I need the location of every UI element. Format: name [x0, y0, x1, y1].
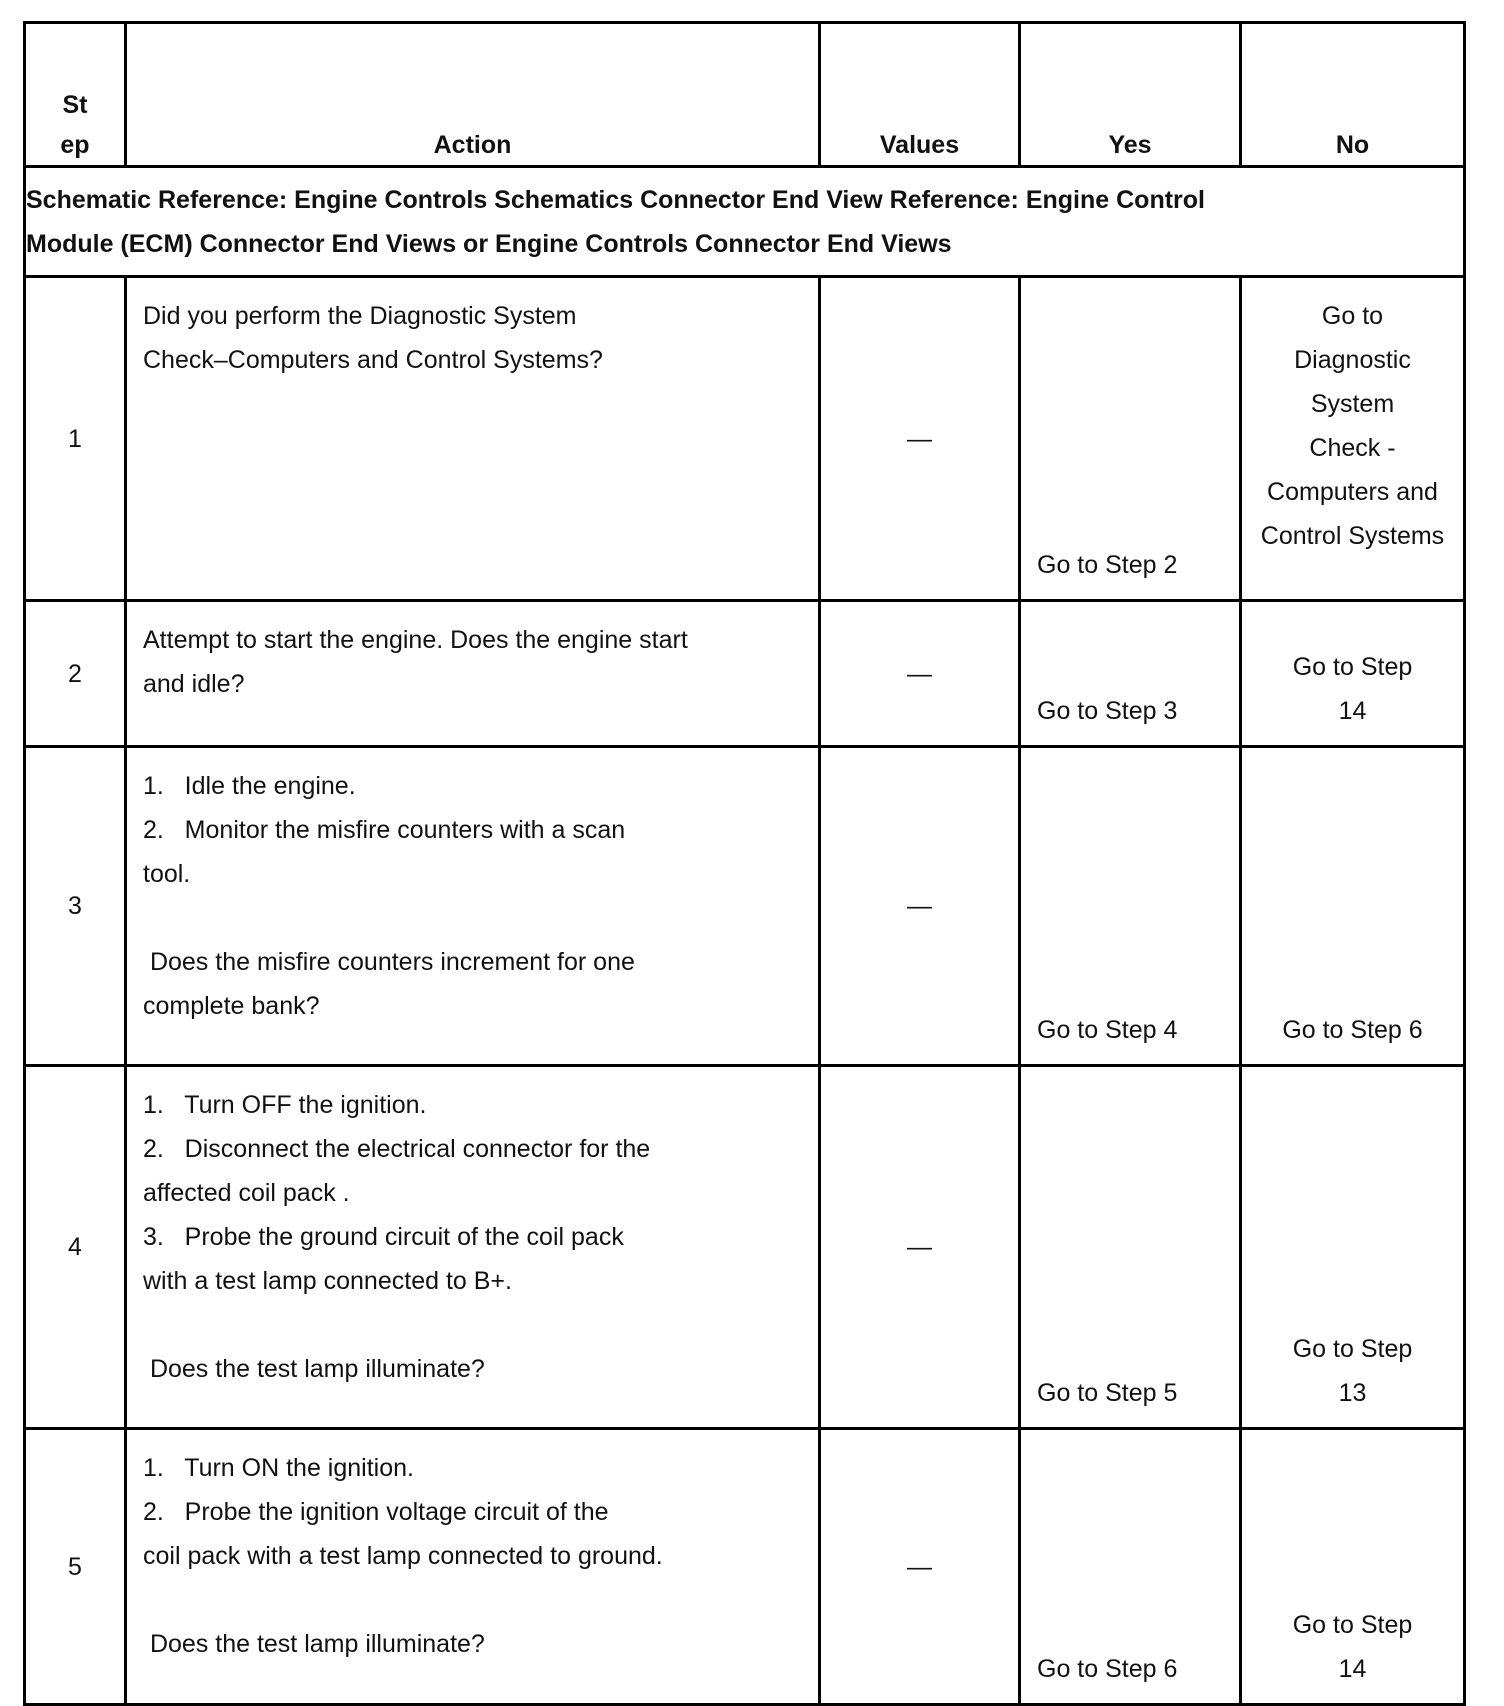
reference-cell	[25, 167, 1465, 277]
action-line: 1. Turn ON the ignition.	[143, 1454, 414, 1482]
no-line: Control Systems	[1260, 522, 1445, 550]
values-cell: —	[820, 1066, 1020, 1429]
no-line: 14	[1338, 697, 1367, 725]
table-row	[25, 1429, 1465, 1705]
header-row	[25, 23, 1465, 167]
action-line: Does the misfire counters increment for one	[143, 948, 635, 976]
action-cell	[126, 1429, 820, 1705]
no-cell	[1241, 1066, 1465, 1429]
table-row	[25, 1066, 1465, 1429]
action-line: Does the test lamp illuminate?	[143, 1630, 485, 1658]
step-number: 4	[25, 1066, 126, 1429]
yes-cell: Go to Step 6	[1020, 1429, 1241, 1705]
yes-cell: Go to Step 5	[1020, 1066, 1241, 1429]
no-cell	[1241, 277, 1465, 601]
step-number: 5	[25, 1429, 126, 1705]
no-line: Go to Step	[1292, 1611, 1413, 1639]
values-cell: —	[820, 747, 1020, 1066]
no-line: Go to	[1321, 302, 1384, 330]
action-line: Does the test lamp illuminate?	[143, 1355, 485, 1383]
header-step-line1: St	[62, 91, 88, 119]
action-line: Attempt to start the engine. Does the engine start	[143, 626, 688, 654]
action-line: 2. Monitor the misfire counters with a scan	[143, 816, 626, 844]
values-cell: —	[820, 1429, 1020, 1705]
step-number: 1	[25, 277, 126, 601]
yes-cell: Go to Step 3	[1020, 601, 1241, 747]
yes-cell: Go to Step 4	[1020, 747, 1241, 1066]
action-cell	[126, 747, 820, 1066]
step-number: 2	[25, 601, 126, 747]
action-line: 1. Idle the engine.	[143, 772, 356, 800]
header-no: No	[1241, 23, 1465, 167]
line-spacer	[143, 1303, 802, 1347]
yes-cell: Go to Step 2	[1020, 277, 1241, 601]
action-line: tool.	[143, 860, 191, 888]
no-line: Go to Step 6	[1282, 1016, 1423, 1044]
table-row	[25, 277, 1465, 601]
no-cell	[1241, 747, 1465, 1066]
no-cell	[1241, 601, 1465, 747]
header-yes: Yes	[1020, 23, 1241, 167]
action-cell	[126, 601, 820, 747]
table-row	[25, 601, 1465, 747]
action-line: and idle?	[143, 670, 245, 698]
no-line: Diagnostic	[1294, 346, 1411, 374]
action-line: complete bank?	[143, 992, 320, 1020]
values-cell: —	[820, 601, 1020, 747]
no-line: Computers and	[1267, 478, 1438, 506]
header-action: Action	[126, 23, 820, 167]
reference-row	[25, 167, 1465, 277]
line-spacer	[143, 896, 802, 940]
action-cell	[126, 1066, 820, 1429]
action-line: 3. Probe the ground circuit of the coil pack	[143, 1223, 624, 1251]
reference-line-1: Schematic Reference: Engine Controls Schematics Connector End View Reference: Engine Control	[26, 185, 1205, 214]
no-line: 14	[1338, 1655, 1367, 1683]
diagnostic-table	[23, 21, 1466, 1706]
step-number: 3	[25, 747, 126, 1066]
action-cell	[126, 277, 820, 601]
action-line: 2. Disconnect the electrical connector for the	[143, 1135, 651, 1163]
action-line: 2. Probe the ignition voltage circuit of the	[143, 1498, 609, 1526]
values-cell: —	[820, 277, 1020, 601]
table-row	[25, 747, 1465, 1066]
action-line: affected coil pack .	[143, 1179, 350, 1207]
no-line: Go to Step	[1292, 653, 1413, 681]
header-step	[25, 23, 126, 167]
no-line: 13	[1338, 1379, 1367, 1407]
action-line: Did you perform the Diagnostic System	[143, 302, 577, 330]
action-line: coil pack with a test lamp connected to ground.	[143, 1542, 663, 1570]
header-values: Values	[820, 23, 1020, 167]
reference-line-2: Module (ECM) Connector End Views or Engine Controls Connector End Views	[26, 229, 952, 258]
line-spacer	[143, 1578, 802, 1622]
no-line: Go to Step	[1292, 1335, 1413, 1363]
action-line: 1. Turn OFF the ignition.	[143, 1091, 427, 1119]
no-line: Check -	[1309, 434, 1396, 462]
no-cell	[1241, 1429, 1465, 1705]
action-line: Check–Computers and Control Systems?	[143, 346, 603, 374]
action-line: with a test lamp connected to B+.	[143, 1267, 512, 1295]
header-step-line2: ep	[60, 131, 90, 159]
no-line: System	[1310, 390, 1395, 418]
